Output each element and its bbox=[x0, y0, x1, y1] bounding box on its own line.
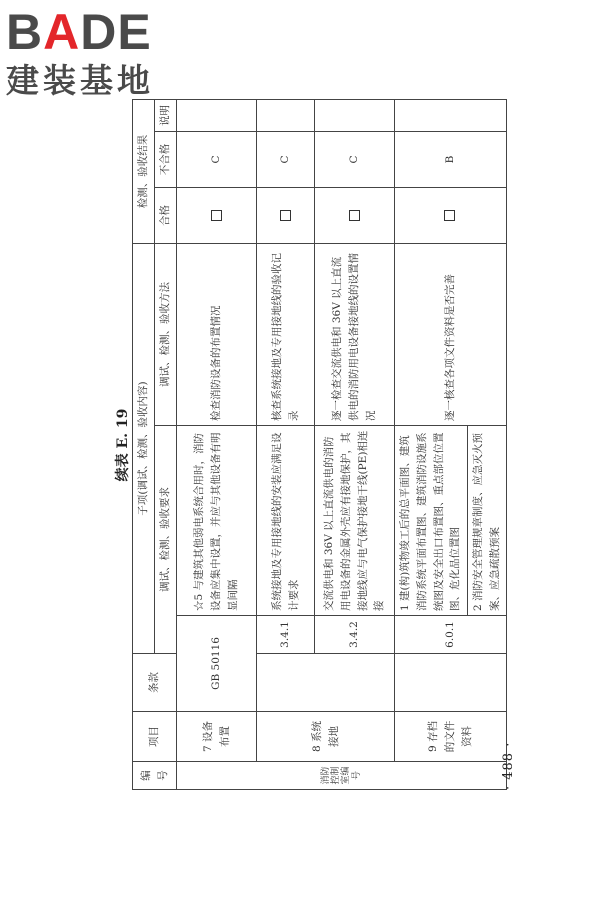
row-grade: B bbox=[395, 132, 507, 188]
header-req: 调试、检测、验收要求 bbox=[155, 426, 177, 654]
table-title: 续表 E. 19 bbox=[115, 408, 131, 482]
row-clause: GB 50116 bbox=[177, 616, 257, 712]
rotated-page bbox=[110, 100, 520, 790]
side-label: 消防控制室编号 bbox=[177, 762, 507, 790]
row-item: 8 系统接地 bbox=[257, 712, 395, 762]
header-row-1 bbox=[133, 100, 155, 790]
header-no: 编号 bbox=[133, 762, 177, 790]
row-note bbox=[177, 100, 257, 132]
table-row bbox=[177, 100, 257, 790]
page-number: · 488 · bbox=[501, 741, 516, 790]
row-clause bbox=[395, 654, 507, 712]
row-sub: 6.0.1 bbox=[395, 616, 507, 654]
row-grade: C bbox=[177, 132, 257, 188]
acceptance-table bbox=[132, 99, 507, 790]
row-requirement: ☆5 与建筑其他弱电系统合用时，消防设备应集中设置，并应与其他设备有明显间隔 bbox=[177, 426, 257, 616]
pass-checkbox bbox=[257, 188, 315, 244]
row-sub: 3.4.2 bbox=[315, 616, 395, 654]
pass-checkbox bbox=[177, 188, 257, 244]
pass-checkbox bbox=[315, 188, 395, 244]
table-row bbox=[257, 100, 315, 790]
header-item: 项目 bbox=[133, 712, 177, 762]
header-method: 调试、检测、验收方法 bbox=[155, 244, 177, 426]
header-note: 说明 bbox=[155, 100, 177, 132]
row-requirement bbox=[395, 426, 507, 616]
row-method: 逐一检查交流供电和 36V 以上直流供电的消防用电设备接地线的设置情况 bbox=[315, 244, 395, 426]
row-method: 逐一核查各项文件资料是否完善 bbox=[395, 244, 507, 426]
req-part-1: 1 建(构)筑物竣工后的总平面图、建筑消防系统平面布置图、建筑消防设施系统图及安全出口布置图、重点部位位置图、危化品位置图 bbox=[399, 432, 462, 611]
header-sub: 子项(调试、检测、验收内容) bbox=[133, 244, 155, 654]
row-requirement: 交流供电和 36V 以上直流供电的消防用电设备的金属外壳应有接地保护，其接地线应与电气保护接地干线(PE)相连接 bbox=[315, 426, 395, 616]
header-pass: 合格 bbox=[155, 188, 177, 244]
header-result: 检测、验收结果 bbox=[133, 100, 155, 244]
row-note bbox=[257, 100, 315, 132]
logo-subtitle: 建装基地 bbox=[6, 61, 154, 100]
row-item: 9 存档的文件资料 bbox=[395, 712, 507, 762]
row-grade: C bbox=[315, 132, 395, 188]
row-note bbox=[395, 100, 507, 132]
row-sub: 3.4.1 bbox=[257, 616, 315, 654]
row-requirement: 系统接地及专用接地线的安装应满足设计要求 bbox=[257, 426, 315, 616]
pass-checkbox bbox=[395, 188, 507, 244]
req-part-2: 2 消防安全管理规章制度、应急灭火预案、应急疏散预案 bbox=[467, 426, 504, 615]
logo-wordmark: BADE bbox=[6, 4, 152, 60]
row-note bbox=[315, 100, 395, 132]
header-fail: 不合格 bbox=[155, 132, 177, 188]
table-row bbox=[395, 100, 507, 790]
header-clause: 条款 bbox=[133, 654, 177, 712]
row-item: 7 设备布置 bbox=[177, 712, 257, 762]
bade-logo bbox=[4, 2, 179, 102]
row-grade: C bbox=[257, 132, 315, 188]
row-clause bbox=[257, 654, 395, 712]
row-method: 检查消防设备的布置情况 bbox=[177, 244, 257, 426]
row-method: 核查系统接地及专用接地线的验收记录 bbox=[257, 244, 315, 426]
